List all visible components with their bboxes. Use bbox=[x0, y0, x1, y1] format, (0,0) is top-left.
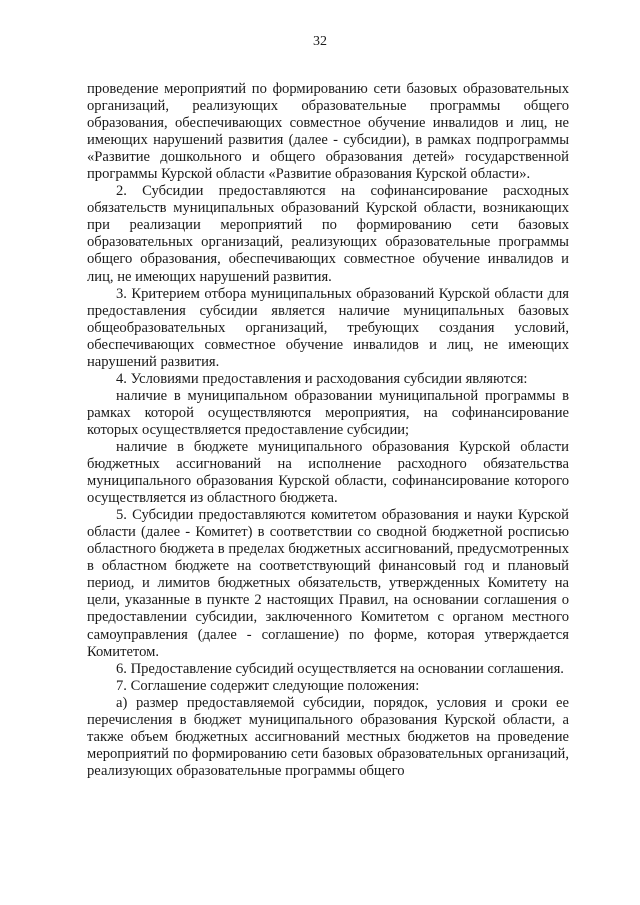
document-body bbox=[87, 81, 569, 780]
paragraph-4: 4. Условиями предоставления и расходования субсидии являются: bbox=[116, 370, 528, 387]
paragraph-5: 5. Субсидии предоставляются комитетом образования и науки Курской области (далее - Комитет) в соответствии со сводной бюджетной росписью областного бюджета в пределах бюджетных ассигнований, предусмотренных в областном бюджете на соответствующий финансовый год и плановый период, и лимитов бюджетных обязательств, утвержденных Комитету на цели, указанные в пункте 2 настоящих Правил, на основании соглашения о предоставлении субсидии, заключенного Комитетом с органом местного самоуправления (далее - соглашение) по форме, которая утверждается Комитетом. bbox=[87, 507, 569, 660]
paragraph-2: 2. Субсидии предоставляются на софинансирование расходных обязательств муниципальных образований Курской области, возникающих при реализации мероприятий по формированию сети базовых образовательных организаций, реализующих образовательные программы общего образования, обеспечивающих совместное обучение инвалидов и лиц, не имеющих нарушений развития. bbox=[87, 183, 569, 285]
paragraph-1-continuation: проведение мероприятий по формированию сети базовых образовательных организаций, реализующих образовательные программы общего образования, обеспечивающих совместное обучение инвалидов и лиц, не имеющих нарушений развития (далее - субсидии), в рамках подпрограммы «Развитие дошкольного и общего образования детей» государственной программы Курской области «Развитие образования Курской области». bbox=[87, 81, 569, 183]
paragraph-4-item-2: наличие в бюджете муниципального образования Курской области бюджетных ассигнований на исполнение расходного обязательства муниципального образования Курской области, софинансирование которого осуществляется из областного бюджета. bbox=[87, 438, 569, 507]
page-number: 32 bbox=[313, 34, 327, 49]
paragraph-7-item-a: а) размер предоставляемой субсидии, порядок, условия и сроки ее перечисления в бюджет муниципального образования Курской области, а также объем бюджетных ассигнований местных бюджетов на проведение мероприятий по формированию сети базовых образовательных организаций, реализующих образовательные программы общего bbox=[87, 694, 569, 779]
paragraph-6: 6. Предоставление субсидий осуществляется на основании соглашения. bbox=[116, 660, 564, 677]
paragraph-4-item-1: наличие в муниципальном образовании муниципальной программы в рамках которой осуществляются мероприятия, на софинансирование которых осуществляется предоставление субсидии; bbox=[87, 387, 569, 438]
paragraph-3: 3. Критерием отбора муниципальных образований Курской области для предоставления субсидии является наличие муниципальных базовых общеобразовательных организаций, требующих создания условий, обеспечивающих совместное обучение инвалидов и лиц, не имеющих нарушений развития. bbox=[87, 285, 569, 370]
paragraph-7: 7. Соглашение содержит следующие положения: bbox=[116, 677, 420, 694]
